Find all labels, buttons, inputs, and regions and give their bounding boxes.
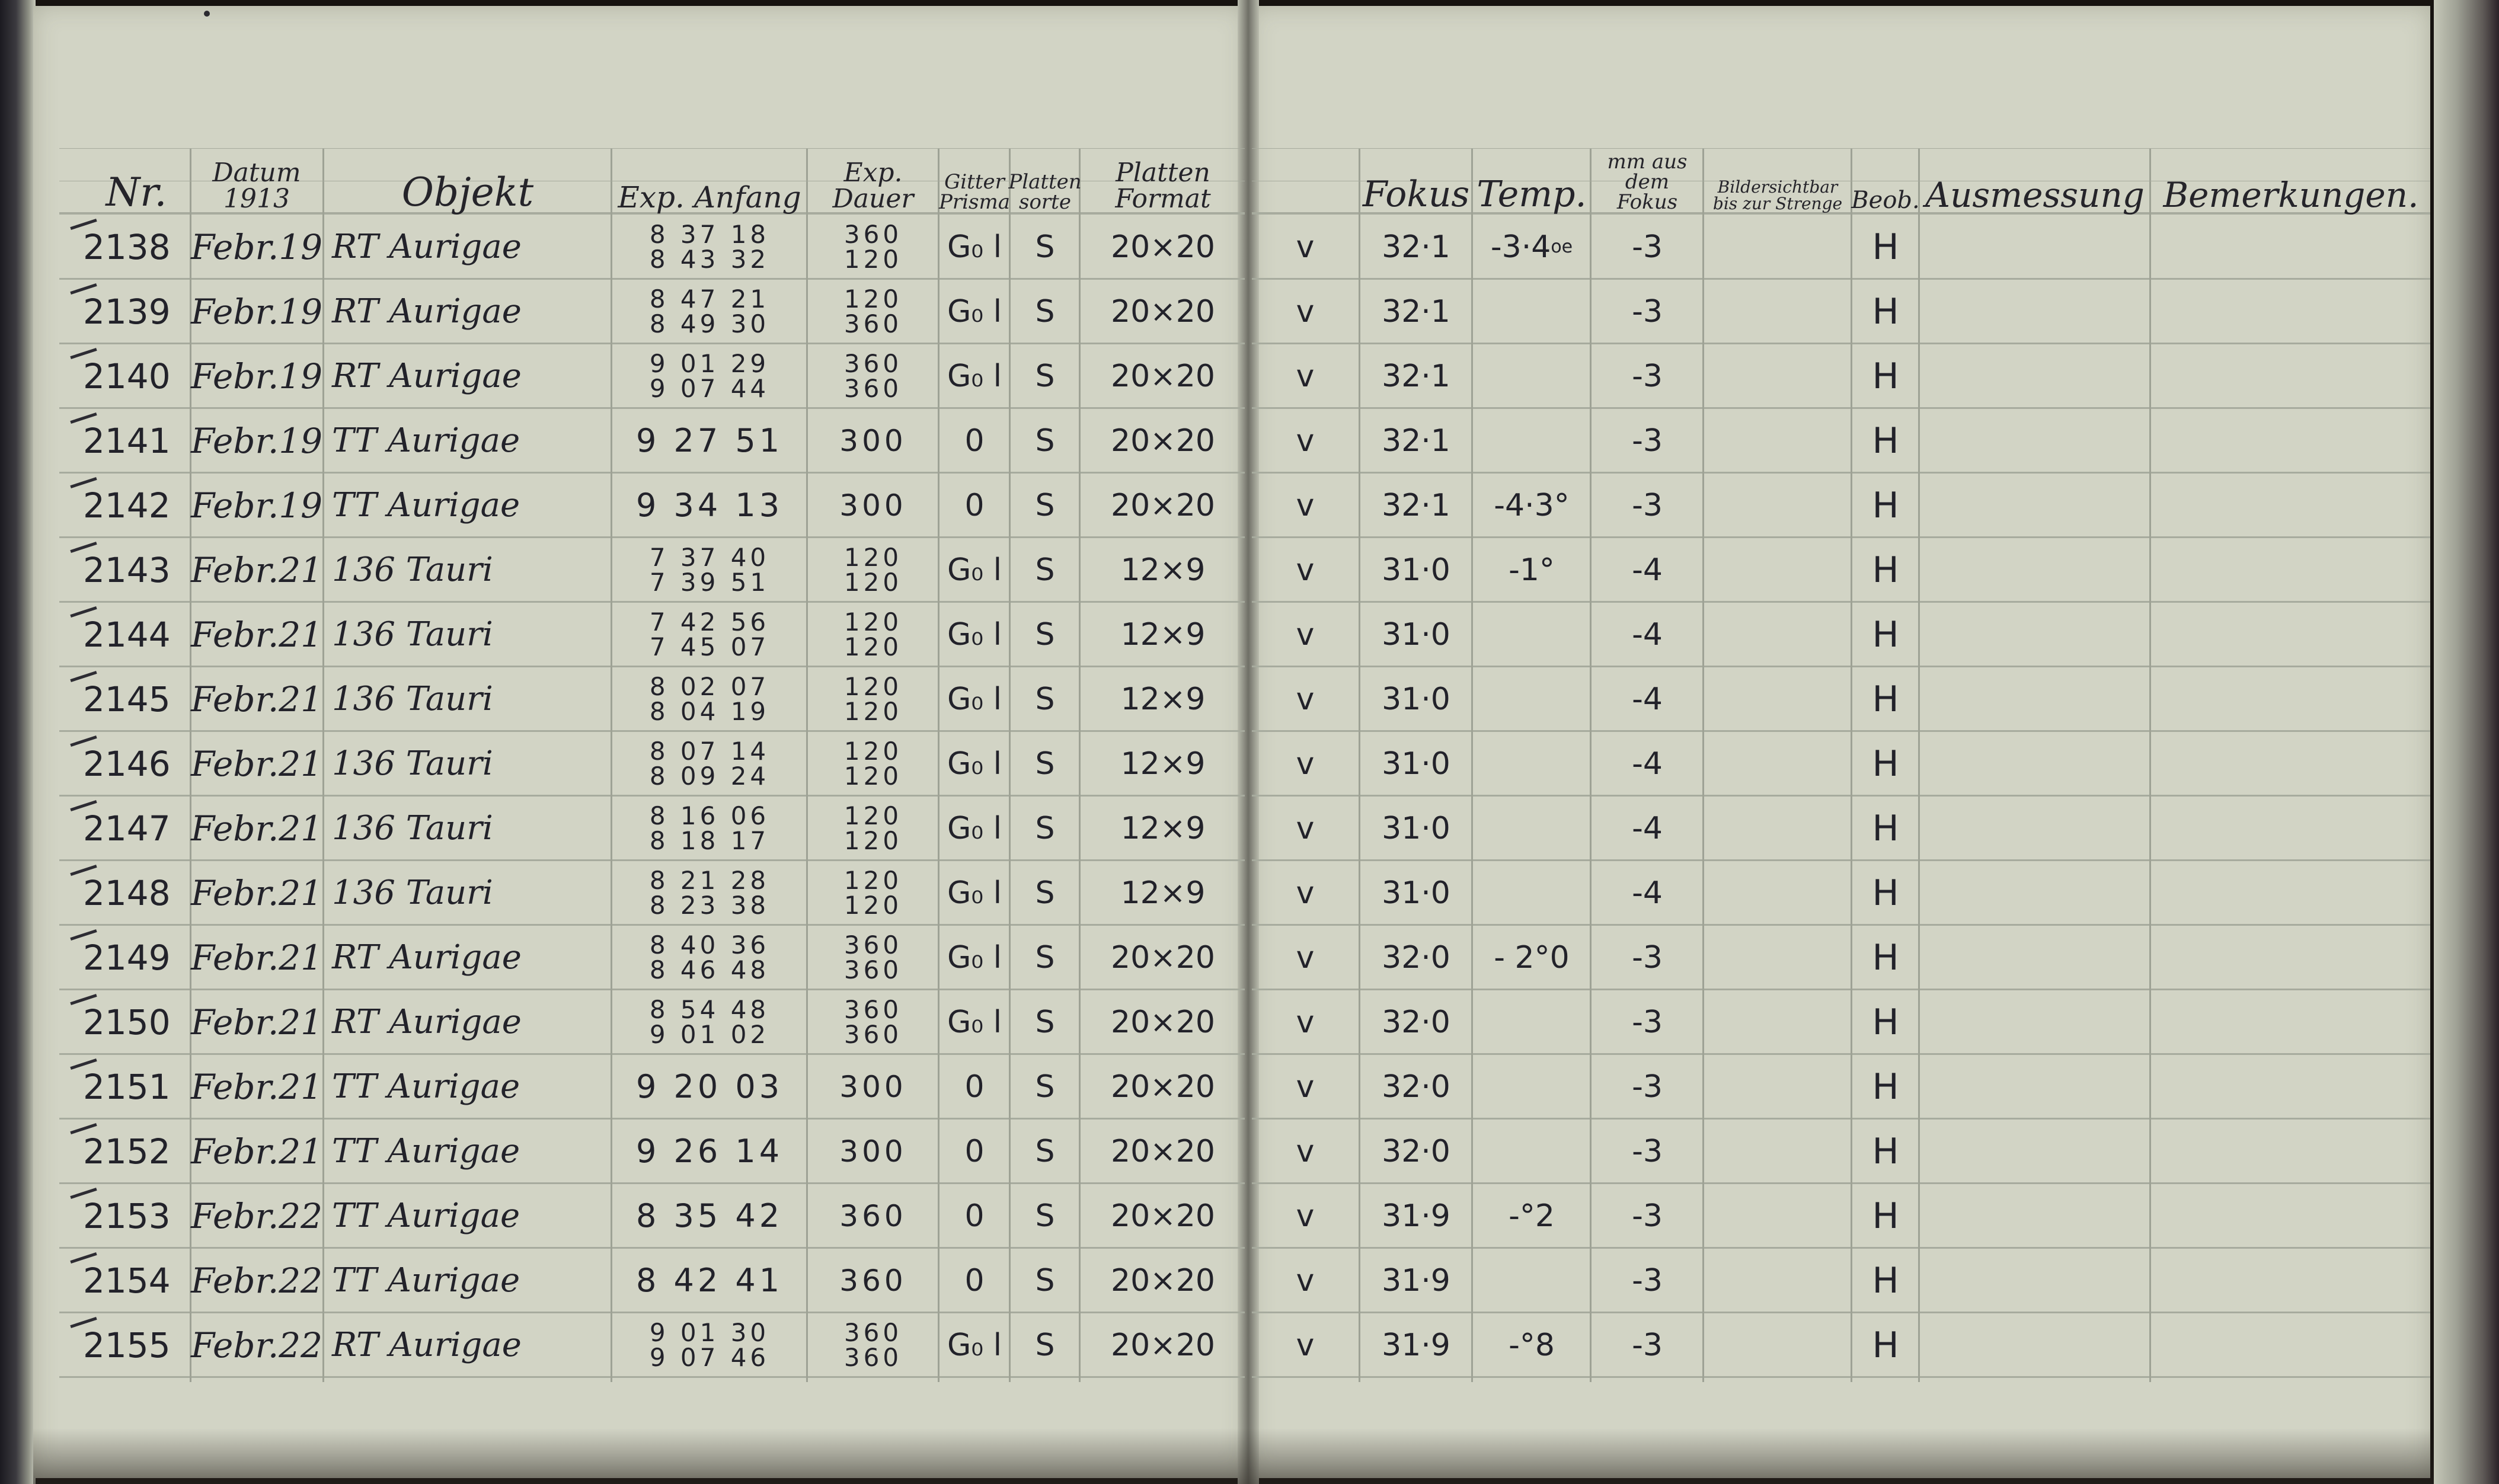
plate-type: S (1035, 939, 1055, 976)
header-exp-dauer: Exp. Dauer (832, 158, 914, 214)
observer-initial: H (1872, 613, 1899, 655)
focus-value: 31·9 (1382, 1327, 1450, 1363)
focus-value: 32·0 (1382, 939, 1450, 976)
entry-object: RT Aurigae (332, 1326, 522, 1364)
exposure-duration: 300 (839, 423, 907, 458)
exposure-duration: 300 (839, 488, 907, 523)
header-mm-aus-dem-fokus: mm aus dem Fokus (1607, 150, 1688, 214)
focus-value: 32·1 (1382, 423, 1450, 459)
mm-from-focus: -4 (1632, 681, 1663, 717)
table-row (0, 667, 2499, 731)
check-v-mark: v (1296, 681, 1315, 717)
gitter-prisma-value: G₀ l (947, 875, 1002, 911)
plate-type: S (1035, 1198, 1055, 1234)
exposure-duration: 120 (843, 801, 903, 830)
entry-number: 2145 (83, 679, 171, 719)
gitter-prisma-value: G₀ l (947, 1004, 1002, 1040)
focus-value: 31·9 (1382, 1198, 1450, 1234)
table-row (0, 473, 2499, 538)
plate-type: S (1035, 1069, 1055, 1105)
entry-object: 136 Tauri (332, 680, 493, 718)
gitter-prisma-value: G₀ l (947, 939, 1002, 976)
observer-initial: H (1872, 290, 1899, 332)
exposure-duration-second: 120 (843, 244, 903, 274)
entry-object: TT Aurigae (332, 1067, 520, 1106)
mm-from-focus: -3 (1632, 1198, 1663, 1234)
gitter-prisma-value: 0 (964, 1198, 985, 1234)
plate-format: 20×20 (1111, 1133, 1215, 1169)
plate-format: 20×20 (1111, 1069, 1215, 1105)
check-v-mark: v (1296, 875, 1315, 911)
exposure-start: 8 07 14 (649, 736, 770, 766)
entry-object: TT Aurigae (332, 421, 520, 460)
entry-number: 2143 (83, 549, 171, 590)
header-beob: Beob. (1851, 187, 1920, 214)
entry-number: 2148 (83, 872, 171, 913)
ink-dot (204, 11, 210, 17)
exposure-start: 8 42 41 (635, 1261, 784, 1299)
focus-value: 31·0 (1382, 810, 1450, 846)
entry-number: 2149 (83, 937, 171, 978)
exposure-start: 8 54 48 (649, 994, 770, 1024)
entry-date: Febr.21 (190, 937, 323, 978)
focus-value: 31·0 (1382, 746, 1450, 782)
entry-number: 2147 (83, 808, 171, 849)
table-row (0, 344, 2499, 408)
plate-type: S (1035, 681, 1055, 717)
check-v-mark: v (1296, 1327, 1315, 1363)
observer-initial: H (1872, 807, 1899, 849)
observer-initial: H (1872, 1130, 1899, 1172)
mm-from-focus: -4 (1632, 552, 1663, 588)
plate-type: S (1035, 1327, 1055, 1363)
mm-from-focus: -3 (1632, 229, 1663, 265)
plate-type: S (1035, 229, 1055, 265)
focus-value: 31·0 (1382, 681, 1450, 717)
gitter-prisma-value: G₀ l (947, 358, 1002, 394)
exposure-start-second: 8 18 17 (649, 826, 770, 855)
mm-from-focus: -4 (1632, 746, 1663, 782)
entry-date: Febr.22 (190, 1325, 323, 1365)
exposure-start-second: 8 49 30 (649, 309, 770, 338)
exposure-duration-second: 120 (843, 890, 903, 920)
focus-value: 32·1 (1382, 293, 1450, 330)
observer-initial: H (1872, 1001, 1899, 1043)
page-bottom-shadow (33, 1428, 2434, 1484)
gitter-prisma-value: G₀ l (947, 681, 1002, 717)
exposure-start-second: 7 45 07 (649, 632, 770, 661)
gitter-prisma-value: 0 (964, 423, 985, 459)
exposure-start: 8 35 42 (635, 1197, 784, 1234)
exposure-start: 8 40 36 (649, 930, 770, 960)
table-row (0, 215, 2499, 279)
entry-number: 2153 (83, 1195, 171, 1236)
mm-from-focus: -3 (1632, 1262, 1663, 1298)
entry-date: Febr.19 (190, 226, 323, 267)
gitter-prisma-value: 0 (964, 1069, 985, 1105)
gitter-prisma-value: G₀ l (947, 1327, 1002, 1363)
table-row (0, 408, 2499, 473)
entry-object: 136 Tauri (332, 874, 493, 912)
plate-format: 20×20 (1111, 1198, 1215, 1234)
observer-initial: H (1872, 226, 1899, 268)
mm-from-focus: -3 (1632, 423, 1663, 459)
check-v-mark: v (1296, 1004, 1315, 1040)
entry-object: RT Aurigae (332, 292, 522, 331)
exposure-start: 9 20 03 (635, 1067, 784, 1105)
gitter-prisma-value: 0 (964, 1133, 985, 1169)
plate-format: 12×9 (1120, 810, 1206, 846)
header-temp: Temp. (1477, 174, 1587, 215)
exposure-duration: 360 (843, 219, 903, 249)
entry-object: 136 Tauri (332, 551, 493, 589)
mm-from-focus: -3 (1632, 1004, 1663, 1040)
table-row (0, 1313, 2499, 1377)
table-row (0, 796, 2499, 861)
plate-type: S (1035, 746, 1055, 782)
entry-number: 2152 (83, 1131, 171, 1172)
header-gitter-prisma: Gitter Prisma (939, 170, 1010, 214)
plate-format: 20×20 (1111, 939, 1215, 976)
exposure-duration-second: 360 (843, 955, 903, 984)
gitter-prisma-value: 0 (964, 1262, 985, 1298)
entry-date: Febr.22 (190, 1195, 323, 1236)
table-row (0, 990, 2499, 1054)
exposure-duration: 120 (843, 865, 903, 895)
exposure-duration: 120 (843, 736, 903, 766)
entry-object: RT Aurigae (332, 228, 522, 266)
plate-format: 20×20 (1111, 229, 1215, 265)
entry-number: 2138 (83, 226, 171, 267)
table-row (0, 925, 2499, 990)
plate-format: 20×20 (1111, 487, 1215, 523)
exposure-start: 8 02 07 (649, 671, 770, 701)
entry-date: Febr.21 (190, 1002, 323, 1042)
exposure-start-second: 9 07 46 (649, 1342, 770, 1372)
gitter-prisma-value: G₀ l (947, 616, 1002, 653)
entry-object: RT Aurigae (332, 357, 522, 395)
plate-format: 12×9 (1120, 552, 1206, 588)
plate-type: S (1035, 358, 1055, 394)
temperature-value: - 2°0 (1494, 939, 1570, 976)
focus-value: 31·0 (1382, 875, 1450, 911)
exposure-duration: 360 (843, 1317, 903, 1347)
exposure-duration-second: 360 (843, 373, 903, 403)
header-objekt: Objekt (401, 169, 534, 215)
table-row (0, 1184, 2499, 1248)
exposure-start-second: 7 39 51 (649, 567, 770, 597)
mm-from-focus: -4 (1632, 616, 1663, 653)
exposure-start-second: 8 09 24 (649, 761, 770, 791)
table-row (0, 1248, 2499, 1313)
exposure-start: 9 27 51 (635, 421, 784, 459)
exposure-start-second: 8 46 48 (649, 955, 770, 984)
observer-initial: H (1872, 1195, 1899, 1237)
header-exp-anfang: Exp. Anfang (618, 180, 801, 215)
table-row (0, 602, 2499, 667)
check-v-mark: v (1296, 810, 1315, 846)
plate-type: S (1035, 293, 1055, 330)
mm-from-focus: -3 (1632, 1133, 1663, 1169)
gitter-prisma-value: G₀ l (947, 746, 1002, 782)
exposure-start: 8 16 06 (649, 801, 770, 830)
focus-value: 32·0 (1382, 1069, 1450, 1105)
table-row (0, 1054, 2499, 1119)
observer-initial: H (1872, 936, 1899, 978)
mm-from-focus: -3 (1632, 939, 1663, 976)
plate-format: 20×20 (1111, 1262, 1215, 1298)
temperature-value: -3·4 (1490, 229, 1551, 265)
plate-type: S (1035, 616, 1055, 653)
entry-date: Febr.19 (190, 485, 323, 526)
gitter-prisma-value: 0 (964, 487, 985, 523)
plate-format: 12×9 (1120, 616, 1206, 653)
table-row (0, 538, 2499, 602)
focus-value: 31·0 (1382, 616, 1450, 653)
plate-type: S (1035, 1262, 1055, 1298)
exposure-start-second: 9 01 02 (649, 1019, 770, 1049)
entry-number: 2150 (83, 1002, 171, 1042)
plate-format: 20×20 (1111, 293, 1215, 330)
exposure-start: 7 37 40 (649, 542, 770, 572)
gitter-prisma-value: G₀ l (947, 810, 1002, 846)
exposure-duration: 120 (843, 671, 903, 701)
exposure-duration: 360 (839, 1198, 907, 1233)
focus-value: 32·0 (1382, 1133, 1450, 1169)
temperature-note: oe (1551, 236, 1573, 257)
table-row (0, 861, 2499, 925)
entry-date: Febr.21 (190, 679, 323, 719)
header-bemerkungen: Bemerkungen. (2163, 175, 2419, 215)
focus-value: 31·9 (1382, 1262, 1450, 1298)
exposure-duration: 360 (843, 930, 903, 960)
exposure-start-second: 9 07 44 (649, 373, 770, 403)
check-v-mark: v (1296, 746, 1315, 782)
entry-number: 2144 (83, 614, 171, 655)
check-v-mark: v (1296, 552, 1315, 588)
exposure-start: 8 47 21 (649, 284, 770, 314)
exposure-duration-second: 120 (843, 632, 903, 661)
plate-type: S (1035, 487, 1055, 523)
exposure-duration: 120 (843, 542, 903, 572)
entry-number: 2142 (83, 485, 171, 526)
mm-from-focus: -3 (1632, 487, 1663, 523)
entry-object: 136 Tauri (332, 744, 493, 783)
exposure-start: 7 42 56 (649, 607, 770, 637)
plate-format: 20×20 (1111, 1004, 1215, 1040)
plate-type: S (1035, 810, 1055, 846)
exposure-duration: 360 (843, 994, 903, 1024)
exposure-start: 8 21 28 (649, 865, 770, 895)
observer-initial: H (1872, 1259, 1899, 1301)
observer-initial: H (1872, 872, 1899, 914)
entry-date: Febr.21 (190, 1131, 323, 1172)
plate-format: 20×20 (1111, 1327, 1215, 1363)
observer-initial: H (1872, 420, 1899, 462)
exposure-duration-second: 120 (843, 826, 903, 855)
mm-from-focus: -4 (1632, 875, 1663, 911)
entry-date: Febr.22 (190, 1260, 323, 1301)
focus-value: 31·0 (1382, 552, 1450, 588)
entry-date: Febr.21 (190, 808, 323, 849)
exposure-start: 8 37 18 (649, 219, 770, 249)
gitter-prisma-value: G₀ l (947, 293, 1002, 330)
observer-initial: H (1872, 1066, 1899, 1108)
observer-initial: H (1872, 743, 1899, 785)
exposure-duration: 360 (839, 1263, 907, 1298)
check-v-mark: v (1296, 487, 1315, 523)
entry-number: 2154 (83, 1260, 171, 1301)
check-v-mark: v (1296, 1198, 1315, 1234)
mm-from-focus: -3 (1632, 293, 1663, 330)
entry-date: Febr.21 (190, 1066, 323, 1107)
exposure-duration: 120 (843, 284, 903, 314)
plate-type: S (1035, 423, 1055, 459)
temperature-value: -°8 (1509, 1327, 1555, 1363)
entry-object: TT Aurigae (332, 486, 520, 524)
observer-initial: H (1872, 355, 1899, 397)
exposure-duration-second: 120 (843, 696, 903, 726)
temperature-value: -1° (1509, 552, 1555, 588)
header-nr: Nr. (106, 169, 167, 215)
plate-type: S (1035, 1004, 1055, 1040)
temperature-value: -4·3° (1494, 487, 1570, 523)
observer-initial: H (1872, 678, 1899, 720)
plate-type: S (1035, 552, 1055, 588)
check-v-mark: v (1296, 423, 1315, 459)
header-platten-format: Platten Format (1115, 158, 1211, 214)
exposure-duration-second: 120 (843, 567, 903, 597)
check-v-mark: v (1296, 1069, 1315, 1105)
exposure-duration: 300 (839, 1134, 907, 1169)
exposure-start: 9 26 14 (635, 1132, 784, 1170)
entry-object: RT Aurigae (332, 938, 522, 977)
table-row (0, 279, 2499, 344)
check-v-mark: v (1296, 1262, 1315, 1298)
exposure-duration: 300 (839, 1069, 907, 1104)
entry-date: Febr.19 (190, 356, 323, 396)
check-v-mark: v (1296, 1133, 1315, 1169)
plate-type: S (1035, 1133, 1055, 1169)
exposure-start-second: 8 23 38 (649, 890, 770, 920)
observer-initial: H (1872, 1324, 1899, 1366)
entry-object: 136 Tauri (332, 615, 493, 654)
focus-value: 32·0 (1382, 1004, 1450, 1040)
entry-number: 2139 (83, 291, 171, 332)
observer-initial: H (1872, 549, 1899, 591)
exposure-duration-second: 360 (843, 1342, 903, 1372)
exposure-duration-second: 360 (843, 1019, 903, 1049)
mm-from-focus: -4 (1632, 810, 1663, 846)
entry-object: RT Aurigae (332, 1003, 522, 1041)
plate-format: 20×20 (1111, 358, 1215, 394)
gitter-prisma-value: G₀ l (947, 552, 1002, 588)
check-v-mark: v (1296, 939, 1315, 976)
observer-initial: H (1872, 484, 1899, 526)
focus-value: 32·1 (1382, 229, 1450, 265)
entry-number: 2141 (83, 420, 171, 461)
temperature-value: -°2 (1509, 1198, 1555, 1234)
entry-date: Febr.19 (190, 420, 323, 461)
entry-date: Febr.21 (190, 614, 323, 655)
entry-object: 136 Tauri (332, 809, 493, 847)
check-v-mark: v (1296, 616, 1315, 653)
exposure-start: 9 01 29 (649, 348, 770, 378)
mm-from-focus: -3 (1632, 1327, 1663, 1363)
check-v-mark: v (1296, 358, 1315, 394)
exposure-start-second: 8 04 19 (649, 696, 770, 726)
plate-format: 20×20 (1111, 423, 1215, 459)
entry-date: Febr.21 (190, 872, 323, 913)
entry-number: 2151 (83, 1066, 171, 1107)
focus-value: 32·1 (1382, 358, 1450, 394)
exposure-start-second: 8 43 32 (649, 244, 770, 274)
entry-object: TT Aurigae (332, 1197, 520, 1235)
entry-number: 2146 (83, 743, 171, 784)
entry-date: Febr.19 (190, 291, 323, 332)
exposure-start: 9 34 13 (635, 486, 784, 524)
check-v-mark: v (1296, 229, 1315, 265)
exposure-duration: 120 (843, 607, 903, 637)
plate-type: S (1035, 875, 1055, 911)
table-row (0, 731, 2499, 796)
header-ausmessung: Ausmessung (1925, 175, 2145, 215)
entry-date: Febr.21 (190, 743, 323, 784)
plate-format: 12×9 (1120, 681, 1206, 717)
check-v-mark: v (1296, 293, 1315, 330)
entry-number: 2155 (83, 1325, 171, 1365)
table-row (0, 1119, 2499, 1184)
plate-format: 12×9 (1120, 746, 1206, 782)
exposure-duration-second: 360 (843, 309, 903, 338)
exposure-duration-second: 120 (843, 761, 903, 791)
gitter-prisma-value: G₀ l (947, 229, 1002, 265)
entry-object: TT Aurigae (332, 1261, 520, 1300)
exposure-start: 9 01 30 (649, 1317, 770, 1347)
entry-object: TT Aurigae (332, 1132, 520, 1170)
exposure-duration: 360 (843, 348, 903, 378)
focus-value: 32·1 (1382, 487, 1450, 523)
header-datum: Datum 1913 (212, 158, 301, 214)
plate-format: 12×9 (1120, 875, 1206, 911)
mm-from-focus: -3 (1632, 358, 1663, 394)
entry-number: 2140 (83, 356, 171, 396)
mm-from-focus: -3 (1632, 1069, 1663, 1105)
entry-date: Febr.21 (190, 549, 323, 590)
header-bilder-sichtbar: Bildersichtbar bis zur Strenge (1712, 177, 1843, 213)
header-platten-sorte: Platten sorte (1008, 170, 1082, 214)
header-fokus: Fokus (1362, 174, 1470, 215)
